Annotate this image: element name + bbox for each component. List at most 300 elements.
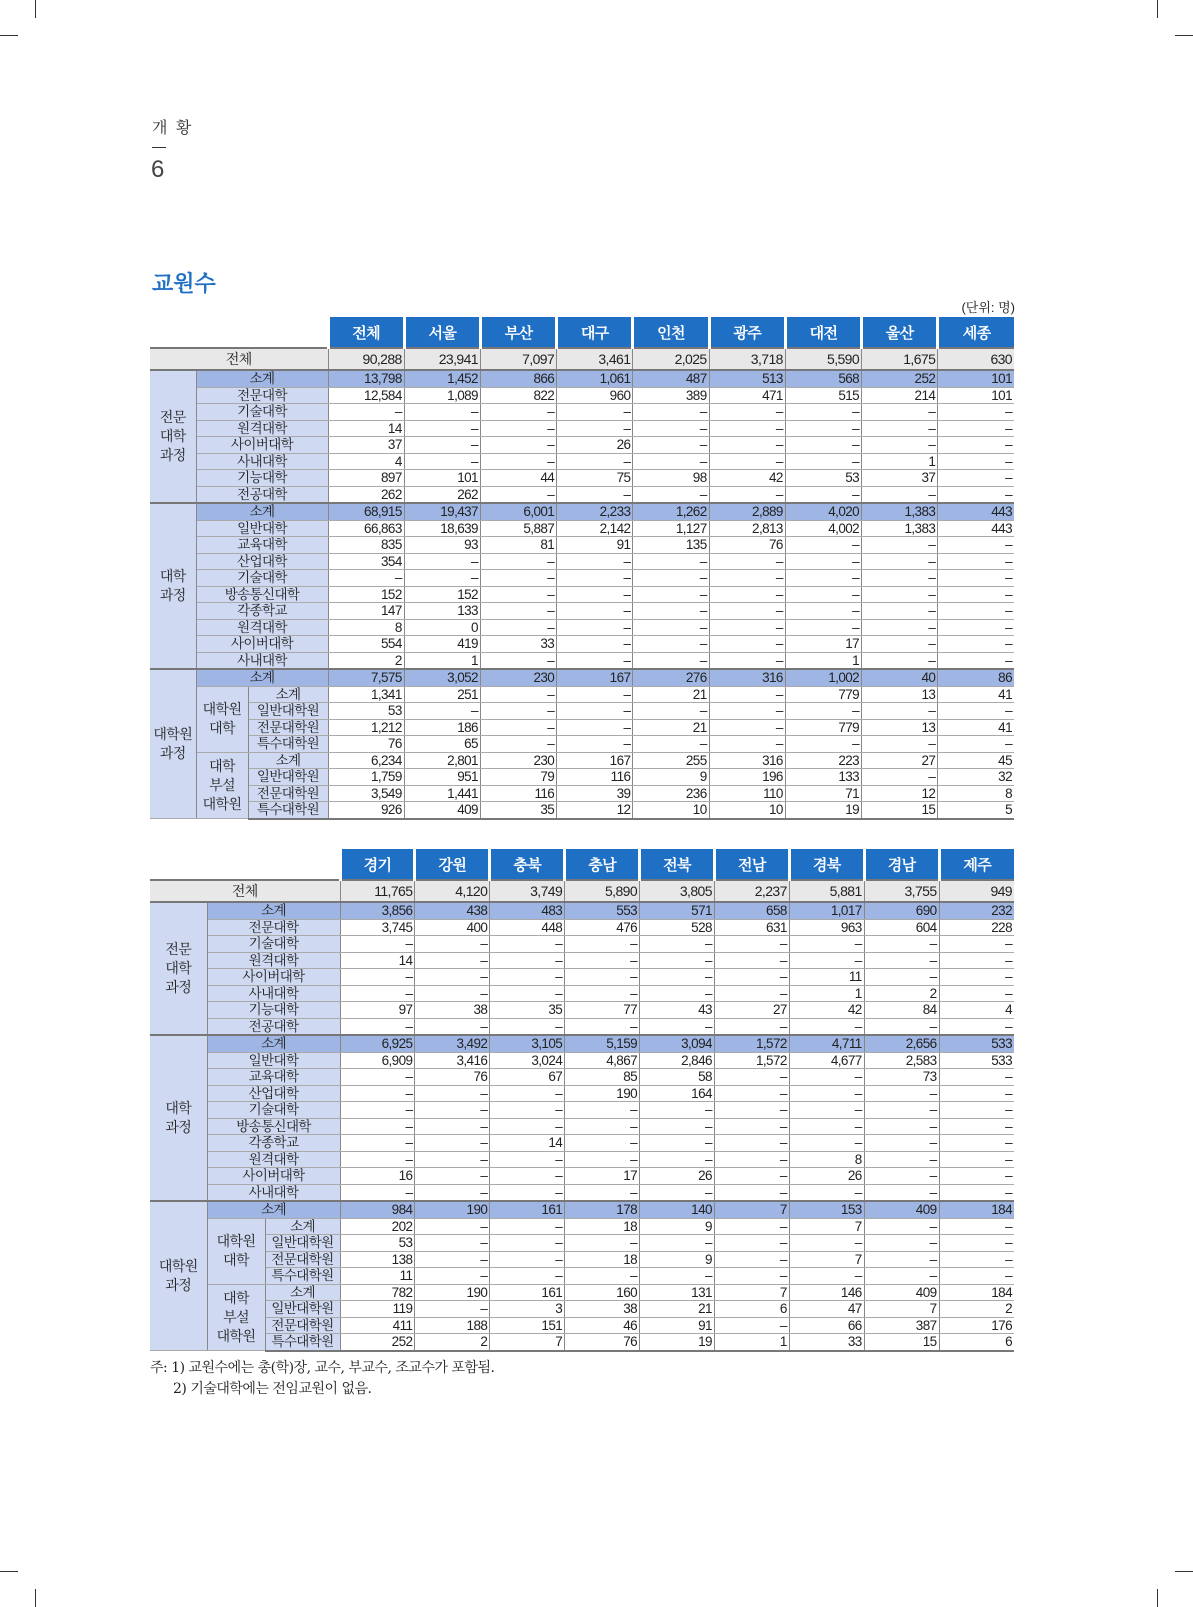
column-header: 경남 bbox=[864, 849, 939, 880]
value-cell: – bbox=[565, 1135, 640, 1152]
value-cell: – bbox=[714, 1135, 789, 1152]
value-cell: – bbox=[557, 719, 633, 736]
table-row bbox=[150, 952, 1014, 969]
value-cell: 1 bbox=[862, 453, 938, 470]
value-cell: 23,941 bbox=[404, 348, 480, 370]
value-cell: 19,437 bbox=[404, 503, 480, 520]
value-cell: 81 bbox=[480, 537, 556, 554]
row-label: 교육대학 bbox=[196, 537, 328, 554]
value-cell: 65 bbox=[404, 736, 480, 753]
value-cell: 43 bbox=[640, 1002, 715, 1019]
row-label: 일반대학원 bbox=[248, 769, 328, 786]
value-cell: 18,639 bbox=[404, 520, 480, 537]
value-cell: 1 bbox=[785, 652, 861, 669]
value-cell: 949 bbox=[939, 880, 1014, 902]
table-row bbox=[150, 1235, 1014, 1252]
value-cell: 3,416 bbox=[415, 1052, 490, 1069]
value-cell: – bbox=[480, 736, 556, 753]
row-label: 특수대학원 bbox=[265, 1334, 340, 1351]
value-cell: – bbox=[557, 603, 633, 620]
value-cell: – bbox=[938, 570, 1014, 587]
value-cell: – bbox=[709, 486, 785, 503]
value-cell: – bbox=[709, 619, 785, 636]
value-cell: – bbox=[714, 1085, 789, 1102]
value-cell: – bbox=[490, 1018, 565, 1035]
value-cell: 33 bbox=[789, 1334, 864, 1351]
value-cell: 41 bbox=[938, 686, 1014, 703]
value-cell: – bbox=[709, 703, 785, 720]
value-cell: 2,142 bbox=[557, 520, 633, 537]
value-cell: – bbox=[864, 1235, 939, 1252]
value-cell: 75 bbox=[557, 470, 633, 487]
column-header: 부산 bbox=[480, 317, 556, 348]
value-cell: – bbox=[340, 1118, 415, 1135]
value-cell: 252 bbox=[340, 1334, 415, 1351]
value-cell: – bbox=[862, 652, 938, 669]
value-cell: 443 bbox=[938, 503, 1014, 520]
value-cell: 487 bbox=[633, 370, 709, 387]
value-cell: – bbox=[938, 470, 1014, 487]
value-cell: 152 bbox=[404, 586, 480, 603]
value-cell: – bbox=[864, 936, 939, 953]
value-cell: – bbox=[714, 1118, 789, 1135]
value-cell: 10 bbox=[709, 802, 785, 819]
value-cell: 140 bbox=[640, 1201, 715, 1218]
value-cell: – bbox=[480, 404, 556, 421]
value-cell: 483 bbox=[490, 902, 565, 919]
value-cell: 262 bbox=[328, 486, 404, 503]
section-label bbox=[150, 1035, 207, 1201]
header-blank bbox=[150, 849, 340, 880]
value-cell: 161 bbox=[490, 1284, 565, 1301]
value-cell: – bbox=[864, 969, 939, 986]
value-cell: 18 bbox=[565, 1251, 640, 1268]
value-cell: – bbox=[709, 736, 785, 753]
value-cell: 316 bbox=[709, 752, 785, 769]
row-label: 기술대학 bbox=[207, 1102, 340, 1119]
table-row bbox=[150, 752, 1014, 769]
value-cell: 631 bbox=[714, 919, 789, 936]
value-cell: – bbox=[938, 603, 1014, 620]
column-header: 서울 bbox=[404, 317, 480, 348]
value-cell: 389 bbox=[633, 387, 709, 404]
value-cell: 77 bbox=[565, 1002, 640, 1019]
value-cell: – bbox=[709, 652, 785, 669]
value-cell: 26 bbox=[789, 1168, 864, 1185]
value-cell: – bbox=[480, 619, 556, 636]
table-row bbox=[150, 636, 1014, 653]
value-cell: 53 bbox=[785, 470, 861, 487]
row-label: 전문대학 bbox=[196, 387, 328, 404]
value-cell: – bbox=[640, 936, 715, 953]
value-cell: 2,889 bbox=[709, 503, 785, 520]
value-cell: 110 bbox=[709, 785, 785, 802]
value-cell: 33 bbox=[480, 636, 556, 653]
group-label-part: 과정 bbox=[159, 447, 186, 463]
value-cell: – bbox=[565, 985, 640, 1002]
value-cell: 6,234 bbox=[328, 752, 404, 769]
value-cell: – bbox=[862, 437, 938, 454]
value-cell: 1 bbox=[404, 652, 480, 669]
value-cell: – bbox=[557, 619, 633, 636]
value-cell: 568 bbox=[785, 370, 861, 387]
value-cell: – bbox=[415, 1085, 490, 1102]
value-cell: – bbox=[557, 420, 633, 437]
value-cell: – bbox=[785, 736, 861, 753]
value-cell: – bbox=[328, 570, 404, 587]
value-cell: – bbox=[640, 1151, 715, 1168]
row-label: 특수대학원 bbox=[248, 802, 328, 819]
value-cell: 8 bbox=[328, 619, 404, 636]
value-cell: 152 bbox=[328, 586, 404, 603]
section-label bbox=[150, 503, 196, 669]
value-cell: – bbox=[480, 420, 556, 437]
value-cell: 164 bbox=[640, 1085, 715, 1102]
value-cell: 7 bbox=[789, 1218, 864, 1235]
value-cell: 1,017 bbox=[789, 902, 864, 919]
table-row bbox=[150, 1184, 1014, 1201]
value-cell: 86 bbox=[938, 669, 1014, 686]
group-label-part: 과정 bbox=[165, 1119, 192, 1135]
value-cell: – bbox=[864, 1251, 939, 1268]
value-cell: – bbox=[785, 570, 861, 587]
value-cell: 3,105 bbox=[490, 1035, 565, 1052]
value-cell: – bbox=[714, 1069, 789, 1086]
value-cell: 8 bbox=[938, 785, 1014, 802]
value-cell: – bbox=[340, 1135, 415, 1152]
value-cell: 316 bbox=[709, 669, 785, 686]
value-cell: 10 bbox=[633, 802, 709, 819]
value-cell: – bbox=[709, 636, 785, 653]
subgroup-label bbox=[207, 1284, 265, 1351]
subtotal-row bbox=[150, 1201, 1014, 1218]
value-cell: 101 bbox=[938, 387, 1014, 404]
value-cell: 13 bbox=[862, 686, 938, 703]
value-cell: – bbox=[340, 1085, 415, 1102]
value-cell: – bbox=[862, 570, 938, 587]
value-cell: 93 bbox=[404, 537, 480, 554]
value-cell: – bbox=[709, 570, 785, 587]
value-cell: – bbox=[340, 1069, 415, 1086]
row-label: 전문대학원 bbox=[265, 1251, 340, 1268]
value-cell: 101 bbox=[938, 370, 1014, 387]
value-cell: 16 bbox=[340, 1168, 415, 1185]
value-cell: – bbox=[862, 537, 938, 554]
value-cell: – bbox=[714, 1184, 789, 1201]
value-cell: 2,801 bbox=[404, 752, 480, 769]
row-label: 소계 bbox=[248, 686, 328, 703]
value-cell: 1,212 bbox=[328, 719, 404, 736]
value-cell: 1,759 bbox=[328, 769, 404, 786]
value-cell: – bbox=[939, 985, 1014, 1002]
section-label bbox=[150, 370, 196, 503]
row-label: 전문대학원 bbox=[248, 719, 328, 736]
value-cell: 782 bbox=[340, 1284, 415, 1301]
value-cell: – bbox=[557, 636, 633, 653]
value-cell: – bbox=[640, 1135, 715, 1152]
row-label: 기능대학 bbox=[196, 470, 328, 487]
value-cell: 6 bbox=[714, 1301, 789, 1318]
value-cell: – bbox=[864, 1168, 939, 1185]
table-row bbox=[150, 619, 1014, 636]
value-cell: 533 bbox=[939, 1035, 1014, 1052]
value-cell: – bbox=[714, 1218, 789, 1235]
value-cell: 38 bbox=[415, 1002, 490, 1019]
value-cell: – bbox=[328, 404, 404, 421]
group-label-part: 대학 bbox=[223, 1252, 249, 1268]
value-cell: 354 bbox=[328, 553, 404, 570]
crop-mark bbox=[1175, 1571, 1193, 1572]
value-cell: – bbox=[404, 570, 480, 587]
value-cell: 35 bbox=[490, 1002, 565, 1019]
value-cell: 4,120 bbox=[415, 880, 490, 902]
column-header: 세종 bbox=[938, 317, 1014, 348]
value-cell: 3,805 bbox=[640, 880, 715, 902]
value-cell: 184 bbox=[939, 1201, 1014, 1218]
value-cell: – bbox=[714, 1151, 789, 1168]
value-cell: – bbox=[490, 1151, 565, 1168]
value-cell: 779 bbox=[785, 686, 861, 703]
value-cell: 7,575 bbox=[328, 669, 404, 686]
value-cell: 35 bbox=[480, 802, 556, 819]
row-label: 원격대학 bbox=[196, 420, 328, 437]
value-cell: 232 bbox=[939, 902, 1014, 919]
group-label-part: 대학 bbox=[223, 1289, 249, 1306]
table-row bbox=[150, 603, 1014, 620]
value-cell: 3,461 bbox=[557, 348, 633, 370]
table-row bbox=[150, 1268, 1014, 1285]
value-cell: – bbox=[415, 1118, 490, 1135]
value-cell: 866 bbox=[480, 370, 556, 387]
value-cell: 17 bbox=[565, 1168, 640, 1185]
table-row bbox=[150, 1317, 1014, 1334]
value-cell: 5 bbox=[938, 802, 1014, 819]
value-cell: – bbox=[714, 1168, 789, 1185]
value-cell: 2,583 bbox=[864, 1052, 939, 1069]
value-cell: – bbox=[565, 1118, 640, 1135]
row-label: 일반대학원 bbox=[265, 1301, 340, 1318]
row-label: 일반대학 bbox=[207, 1052, 340, 1069]
value-cell: 252 bbox=[862, 370, 938, 387]
faculty-table-2 bbox=[150, 849, 1014, 1352]
table-block-1 bbox=[150, 317, 1014, 820]
value-cell: – bbox=[490, 1102, 565, 1119]
table-row bbox=[150, 652, 1014, 669]
value-cell: – bbox=[490, 1184, 565, 1201]
value-cell: – bbox=[415, 1218, 490, 1235]
value-cell: 184 bbox=[939, 1284, 1014, 1301]
value-cell: 5,881 bbox=[789, 880, 864, 902]
value-cell: 1,452 bbox=[404, 370, 480, 387]
table-row bbox=[150, 985, 1014, 1002]
value-cell: – bbox=[938, 619, 1014, 636]
value-cell: – bbox=[565, 1184, 640, 1201]
group-label-part: 대학 bbox=[209, 720, 235, 736]
crop-mark bbox=[1175, 35, 1193, 36]
table-header-row bbox=[150, 849, 1014, 880]
table-row bbox=[150, 1301, 1014, 1318]
value-cell: – bbox=[939, 1018, 1014, 1035]
value-cell: 101 bbox=[404, 470, 480, 487]
value-cell: 1,441 bbox=[404, 785, 480, 802]
table-row bbox=[150, 570, 1014, 587]
value-cell: 1,383 bbox=[862, 520, 938, 537]
value-cell: 17 bbox=[785, 636, 861, 653]
value-cell: – bbox=[565, 1151, 640, 1168]
value-cell: – bbox=[557, 453, 633, 470]
value-cell: – bbox=[939, 1118, 1014, 1135]
value-cell: 119 bbox=[340, 1301, 415, 1318]
subtotal-row bbox=[150, 902, 1014, 919]
value-cell: – bbox=[789, 1069, 864, 1086]
column-header: 전체 bbox=[328, 317, 404, 348]
value-cell: – bbox=[939, 1235, 1014, 1252]
value-cell: 41 bbox=[938, 719, 1014, 736]
value-cell: 2,846 bbox=[640, 1052, 715, 1069]
row-label: 산업대학 bbox=[196, 553, 328, 570]
value-cell: 9 bbox=[633, 769, 709, 786]
table-row bbox=[150, 1218, 1014, 1235]
column-header: 광주 bbox=[709, 317, 785, 348]
value-cell: – bbox=[557, 703, 633, 720]
table-row bbox=[150, 387, 1014, 404]
value-cell: – bbox=[938, 486, 1014, 503]
group-label-part: 부설 bbox=[223, 1308, 249, 1325]
value-cell: – bbox=[633, 404, 709, 421]
value-cell: 3,755 bbox=[864, 880, 939, 902]
value-cell: 3,052 bbox=[404, 669, 480, 686]
value-cell: – bbox=[864, 1151, 939, 1168]
row-label: 소계 bbox=[196, 669, 328, 686]
value-cell: – bbox=[939, 1218, 1014, 1235]
value-cell: – bbox=[714, 985, 789, 1002]
value-cell: 2,813 bbox=[709, 520, 785, 537]
table-row bbox=[150, 1334, 1014, 1351]
row-label: 사내대학 bbox=[207, 985, 340, 1002]
value-cell: 1,061 bbox=[557, 370, 633, 387]
table-row bbox=[150, 919, 1014, 936]
row-label: 원격대학 bbox=[196, 619, 328, 636]
value-cell: 161 bbox=[490, 1201, 565, 1218]
table-row bbox=[150, 1151, 1014, 1168]
value-cell: 443 bbox=[938, 520, 1014, 537]
value-cell: 1,002 bbox=[785, 669, 861, 686]
value-cell: 6 bbox=[939, 1334, 1014, 1351]
value-cell: – bbox=[340, 969, 415, 986]
row-label: 기술대학 bbox=[196, 570, 328, 587]
value-cell: – bbox=[938, 553, 1014, 570]
value-cell: – bbox=[938, 652, 1014, 669]
value-cell: 73 bbox=[864, 1069, 939, 1086]
column-header: 대구 bbox=[557, 317, 633, 348]
value-cell: 251 bbox=[404, 686, 480, 703]
value-cell: – bbox=[565, 1235, 640, 1252]
value-cell: 133 bbox=[785, 769, 861, 786]
row-label: 소계 bbox=[207, 902, 340, 919]
value-cell: 146 bbox=[789, 1284, 864, 1301]
value-cell: – bbox=[490, 1268, 565, 1285]
value-cell: – bbox=[864, 1218, 939, 1235]
value-cell: 91 bbox=[640, 1317, 715, 1334]
row-label: 전문대학 bbox=[207, 919, 340, 936]
value-cell: 4,020 bbox=[785, 503, 861, 520]
value-cell: 53 bbox=[328, 703, 404, 720]
table-row bbox=[150, 1251, 1014, 1268]
value-cell: 85 bbox=[565, 1069, 640, 1086]
value-cell: 90,288 bbox=[328, 348, 404, 370]
value-cell: 68,915 bbox=[328, 503, 404, 520]
value-cell: 604 bbox=[864, 919, 939, 936]
value-cell: – bbox=[939, 969, 1014, 986]
group-label-part: 대학원 bbox=[158, 1258, 198, 1274]
value-cell: 202 bbox=[340, 1218, 415, 1235]
value-cell: – bbox=[565, 1018, 640, 1035]
value-cell: – bbox=[633, 736, 709, 753]
value-cell: – bbox=[565, 1102, 640, 1119]
group-label-part: 대학원 bbox=[153, 726, 193, 742]
table-row bbox=[150, 537, 1014, 554]
value-cell: 3 bbox=[490, 1301, 565, 1318]
value-cell: – bbox=[714, 1268, 789, 1285]
value-cell: 214 bbox=[862, 387, 938, 404]
value-cell: – bbox=[404, 703, 480, 720]
value-cell: – bbox=[490, 969, 565, 986]
value-cell: – bbox=[490, 1235, 565, 1252]
value-cell: – bbox=[938, 586, 1014, 603]
value-cell: – bbox=[415, 1268, 490, 1285]
value-cell: 1,572 bbox=[714, 1052, 789, 1069]
value-cell: 67 bbox=[490, 1069, 565, 1086]
value-cell: 2,233 bbox=[557, 503, 633, 520]
value-cell: 178 bbox=[565, 1201, 640, 1218]
group-label-part: 과정 bbox=[165, 1277, 192, 1293]
group-label-part: 과정 bbox=[159, 587, 186, 603]
value-cell: 4 bbox=[328, 453, 404, 470]
value-cell: 1,383 bbox=[862, 503, 938, 520]
value-cell: 133 bbox=[404, 603, 480, 620]
value-cell: – bbox=[415, 1251, 490, 1268]
value-cell: – bbox=[480, 652, 556, 669]
value-cell: 2,656 bbox=[864, 1035, 939, 1052]
table-row bbox=[150, 1168, 1014, 1185]
value-cell: – bbox=[864, 1102, 939, 1119]
value-cell: – bbox=[415, 952, 490, 969]
value-cell: – bbox=[633, 570, 709, 587]
value-cell: 9 bbox=[640, 1251, 715, 1268]
value-cell: 2 bbox=[415, 1334, 490, 1351]
footnote: 2) 기술대학에는 전임교원이 없음. bbox=[173, 1380, 372, 1397]
column-header: 전북 bbox=[640, 849, 715, 880]
value-cell: – bbox=[785, 553, 861, 570]
value-cell: 1,675 bbox=[862, 348, 938, 370]
value-cell: 44 bbox=[480, 470, 556, 487]
value-cell: – bbox=[415, 1235, 490, 1252]
value-cell: 14 bbox=[340, 952, 415, 969]
table-row bbox=[150, 719, 1014, 736]
value-cell: 7 bbox=[789, 1251, 864, 1268]
value-cell: 476 bbox=[565, 919, 640, 936]
subgroup-label bbox=[196, 686, 248, 752]
value-cell: 151 bbox=[490, 1317, 565, 1334]
value-cell: 13 bbox=[862, 719, 938, 736]
group-label-part: 전문 bbox=[159, 409, 186, 425]
value-cell: 131 bbox=[640, 1284, 715, 1301]
value-cell: 76 bbox=[709, 537, 785, 554]
row-label: 소계 bbox=[248, 752, 328, 769]
value-cell: 12 bbox=[862, 785, 938, 802]
value-cell: 98 bbox=[633, 470, 709, 487]
subtotal-row bbox=[150, 503, 1014, 520]
